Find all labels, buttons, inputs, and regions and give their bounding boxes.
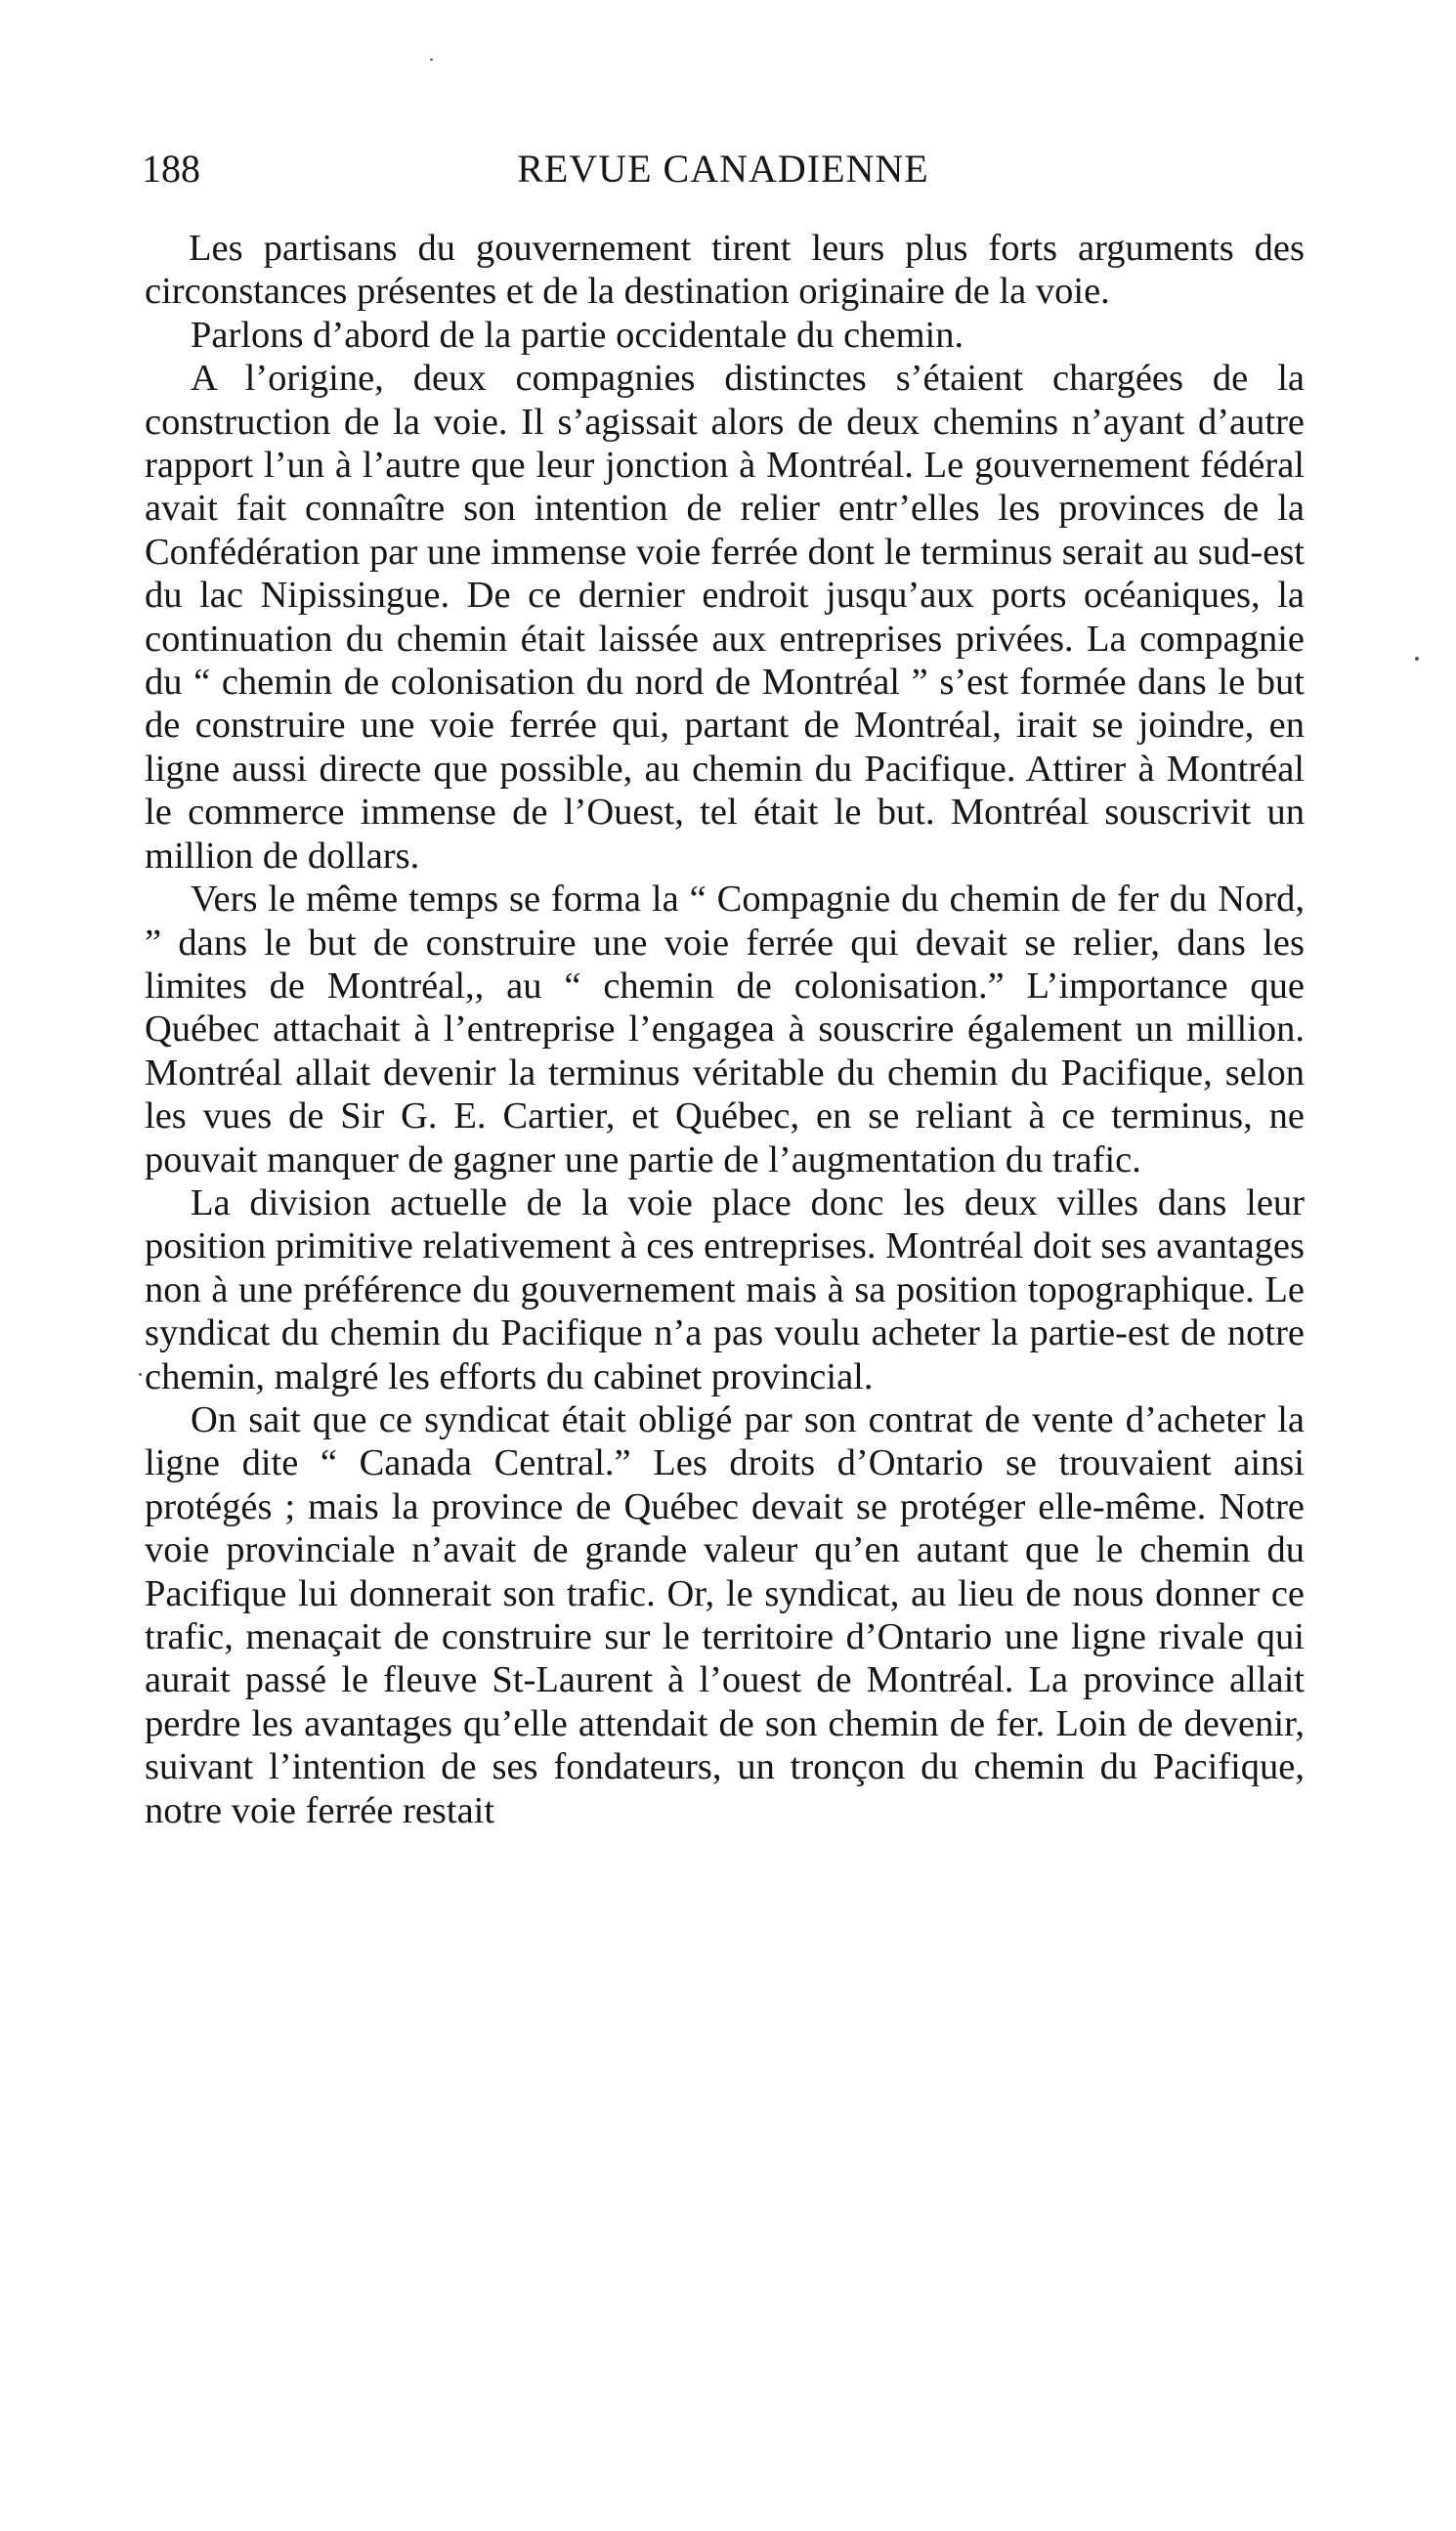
paragraph: A l’origine, deux compagnies distinctes s’étaient chargées de la construction de la voie. Il s’agissait alors de deux chemins n’ayant d’autre rapport l’un à l’autre que leur jonction à Montréal. Le gouvernement fédéral avait fait connaître son intention de relier entr’elles les provinces de la Confédération par une immense voie ferrée dont le terminus serait au sud-est du lac Nipissingue. De ce dernier endroit jusqu’aux ports océaniques, la continuation du chemin était laissée aux entreprises privées. La compagnie du “ chemin de colonisation du nord de Montréal ” s’est formée dans le but de construire une voie ferrée qui, partant de Montréal, irait se joindre, en ligne aussi directe que possible, au chemin du Pacifique. Attirer à Montréal le commerce immense de l’Ouest, tel était le but. Montréal souscrivit un million de dollars. bbox=[145, 358, 1305, 877]
body-text bbox=[145, 227, 1305, 1832]
paragraph: Vers le même temps se forma la “ Compagnie du chemin de fer du Nord, ” dans le but de construire une voie ferrée qui devait se relier, dans les limites de Montréal,, au “ chemin de colonisation.” L’importance que Québec attachait à l’entreprise l’engagea à souscrire également un million. Montréal allait devenir la terminus véritable du chemin du Pacifique, selon les vues de Sir G. E. Cartier, et Québec, en se reliant à ce terminus, ne pouvait manquer de gagner une partie de l’augmentation du trafic. bbox=[145, 879, 1305, 1180]
scan-speck bbox=[139, 1373, 142, 1376]
paragraph: Les partisans du gouvernement tirent leurs plus forts arguments des circonstances présentes et de la destination originaire de la voie. bbox=[145, 228, 1305, 313]
scan-speck bbox=[430, 59, 433, 61]
page-header bbox=[142, 145, 1305, 193]
running-head: REVUE CANADIENNE bbox=[517, 147, 929, 191]
page-number: 188 bbox=[142, 147, 200, 191]
scan-speck bbox=[1415, 657, 1419, 661]
paragraph: La division actuelle de la voie place donc les deux villes dans leur position primitive relativement à ces entreprises. Montréal doit ses avantages non à une préférence du gouvernement mais à sa position topographique. Le syndicat du chemin du Pacifique n’a pas voulu acheter la partie-est de notre chemin, malgré les efforts du cabinet provincial. bbox=[145, 1181, 1305, 1397]
paragraph: On sait que ce syndicat était obligé par son contrat de vente d’acheter la ligne dite “ Canada Central.” Les droits d’Ontario se trouvaient ainsi protégés ; mais la province de Québec devait se protéger elle-même. Notre voie provinciale n’avait de grande valeur qu’en autant que le chemin du Pacifique lui donnerait son trafic. Or, le syndicat, au lieu de nous donner ce trafic, menaçait de construire sur le territoire d’Ontario une ligne rivale qui aurait passé le fleuve St-Laurent à l’ouest de Montréal. La province allait perdre les avantages qu’elle attendait de son chemin de fer. Loin de devenir, suivant l’intention de ses fondateurs, un tronçon du chemin du Pacifique, notre voie ferrée restait bbox=[145, 1398, 1305, 1831]
paragraph: Parlons d’abord de la partie occidentale du chemin. bbox=[191, 314, 964, 356]
